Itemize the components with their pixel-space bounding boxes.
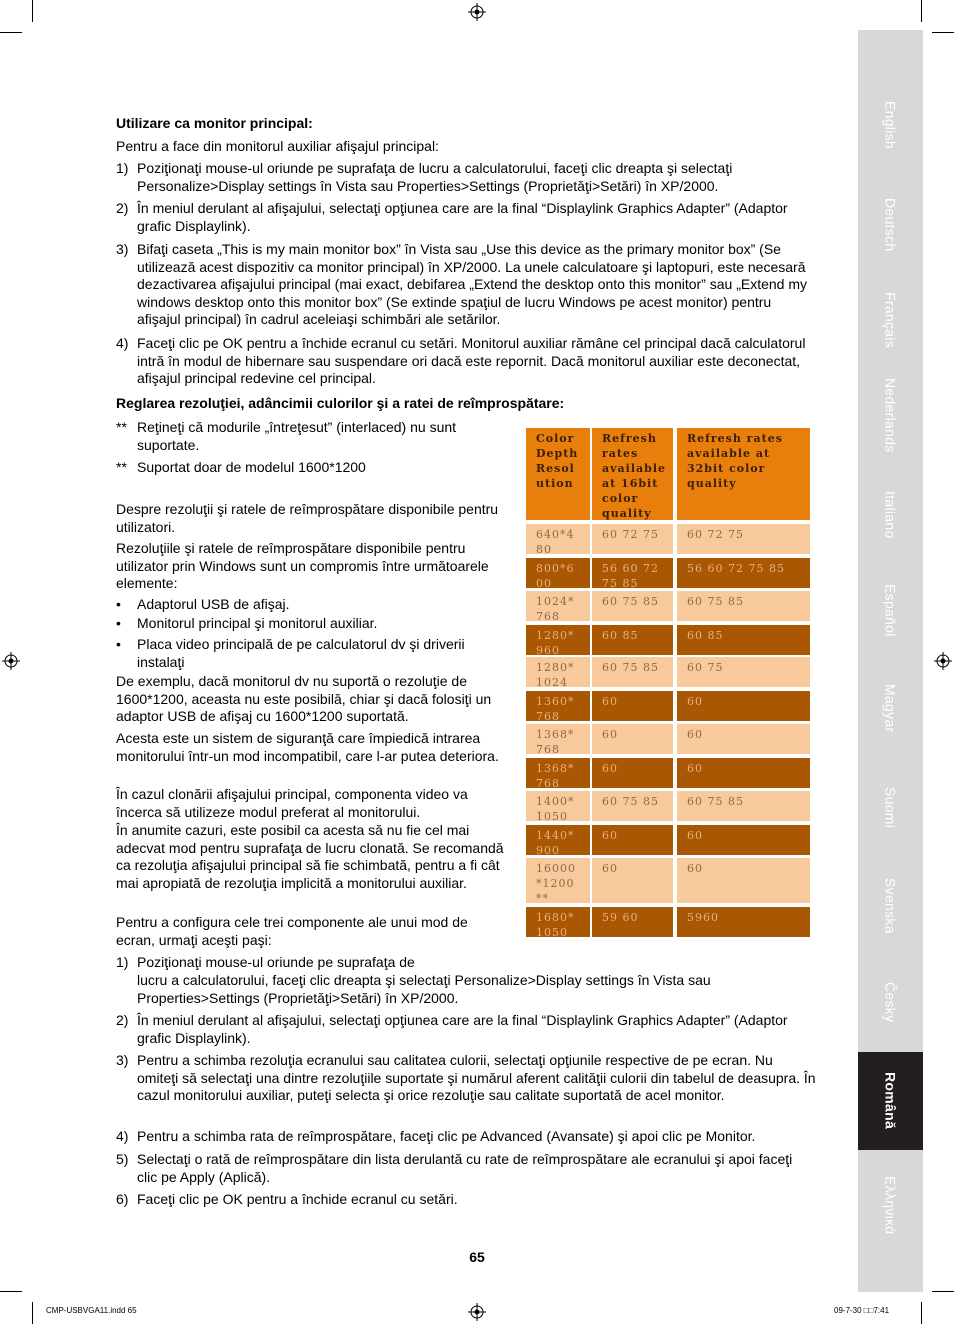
paragraph: De exemplu, dacă monitorul dv nu suportă o rezoluţie de 1600*1200, aceasta nu este posibilă, chiar şi dacă folosiţi un adaptor USB de afişaj cu 1600*1200 suportată.: [116, 673, 492, 724]
list-number: 4): [116, 335, 129, 351]
crop-mark: [932, 32, 954, 33]
sidebar-item-label: Česky: [882, 982, 899, 1023]
sidebar-item-label: Română: [882, 1072, 899, 1130]
list-item: [116, 160, 816, 195]
sidebar-item-romana[interactable]: [858, 1052, 923, 1150]
sidebar-item-label: Suomi: [882, 787, 899, 829]
footer-timestamp: 09-7-30 □□7:41: [834, 1306, 890, 1315]
table-cell: 60 75 85: [592, 791, 673, 821]
list-item: [116, 954, 816, 972]
crop-mark: [32, 0, 33, 22]
list-item: [116, 1012, 816, 1047]
sidebar-item-label: Français: [882, 291, 899, 349]
table-cell: 1440* 900: [526, 825, 590, 855]
list-number: 3): [116, 241, 129, 257]
section-heading: Reglarea rezoluţiei, adâncimii culorilor şi a ratei de reîmprospătare:: [116, 395, 565, 411]
list-text: Selectaţi o rată de reîmprospătare din lista derulantă cu rate de reîmprospătare ale ecranului şi apoi faceţi clic pe Apply (Aplică).: [137, 1151, 793, 1185]
bullet-item: • Placa video principală de pe calculatorul dv şi driverii instalaţi: [116, 636, 511, 671]
table-cell: 800*6 00: [526, 558, 590, 588]
table-cell: 1368* 768: [526, 758, 590, 788]
sidebar-item-english[interactable]: [858, 75, 923, 175]
sidebar-item-label: Español: [882, 583, 899, 637]
sidebar-item-cesky[interactable]: [858, 950, 923, 1055]
table-cell: 16000 *1200 **: [526, 858, 590, 903]
sidebar-item-francais[interactable]: [858, 270, 923, 370]
table-cell: 640*4 80: [526, 524, 590, 554]
crop-mark: [921, 1302, 922, 1324]
list-number: 2): [116, 200, 129, 216]
sidebar-item-label: Deutsch: [882, 198, 899, 252]
table-cell: 1360* 768: [526, 691, 590, 721]
table-cell: 59 60: [592, 907, 673, 937]
paragraph: În anumite cazuri, este posibil ca acesta să nu fie cel mai adecvat mod pentru suprafaţa de lucru clonată. Se recomandă ca rezoluţia afişajului principal să fie schimbată, pentru a fi cât mai apropiată de rezoluţia implicită a monitorului auxiliar.: [116, 822, 504, 891]
list-text: Poziţionaţi mouse-ul oriunde pe suprafaţa de lucru a calculatorului, faceţi clic dreapta şi selectaţi Personalize>Display settings în Vista sau Properties>Settings (Proprietăţi>Setări) în XP/2000.: [137, 160, 733, 194]
table-cell: 60: [592, 758, 673, 788]
table-cell: 60 85: [677, 625, 810, 655]
crop-mark: [921, 0, 922, 22]
table-header-cell: Color Depth Resol ution: [526, 428, 590, 520]
section-heading: Utilizare ca monitor principal:: [116, 115, 313, 131]
note-item: [116, 459, 496, 477]
sidebar-item-italiano[interactable]: [858, 465, 923, 565]
list-text: În meniul derulant al afişajului, selectaţi opţiunea care are la final “Displaylink Graphics Adapter” (Adaptor grafic Displaylink).: [137, 1012, 788, 1046]
list-text: Poziţionaţi mouse-ul oriunde pe suprafaţa de: [137, 954, 415, 970]
list-item: [116, 1191, 816, 1209]
table-cell: 1024* 768: [526, 591, 590, 621]
registration-mark-icon: [2, 652, 20, 670]
table-cell: 60: [677, 758, 810, 788]
table-cell: 1400* 1050: [526, 791, 590, 821]
list-text: Pentru a schimba rata de reîmprospătare, faceţi clic pe Advanced (Avansate) şi apoi clic pe Monitor.: [137, 1128, 756, 1144]
table-cell: 60: [592, 724, 673, 754]
language-sidebar: [858, 30, 923, 1292]
list-item: [116, 1128, 816, 1146]
sidebar-item-deutsch[interactable]: [858, 175, 923, 275]
list-text: lucru a calculatorului, faceţi clic dreapta şi selectaţi Personalize>Display settings în Vista sau Properties>Settings (Proprietăţi>Setări) în XP/2000.: [137, 972, 711, 1006]
table-cell: 1280* 1024: [526, 657, 590, 687]
crop-mark: [932, 1291, 954, 1292]
note-mark: **: [116, 419, 127, 435]
bullet-text: Adaptorul USB de afişaj.: [137, 596, 290, 612]
table-cell: 60: [677, 858, 810, 903]
table-cell: 60: [677, 691, 810, 721]
table-cell: 1680* 1050: [526, 907, 590, 937]
list-item: [116, 1052, 816, 1105]
paragraph: În cazul clonării afişajului principal, componenta video va încerca să utilizeze modul preferat al monitorului.: [116, 786, 468, 820]
table-cell: 60 85: [592, 625, 673, 655]
bullet-item: • Monitorul principal şi monitorul auxiliar.: [116, 615, 516, 633]
note-text: Reţineţi că modurile „întreţesut” (interlaced) nu sunt suportate.: [137, 419, 457, 453]
crop-mark: [0, 32, 22, 33]
sidebar-item-label: Italiano: [882, 491, 899, 539]
sidebar-item-espanol[interactable]: [858, 560, 923, 660]
list-text: Pentru a schimba rezoluţia ecranului sau calitatea culorii, selectaţi opţiunile respective de pe ecran. Nu omiteţi să selectaţi una dintre rezoluţiile suportate şi numărul aferent calităţii culorii din tabelul de deasupra. În cazul monitorului auxiliar, puteţi selecta şi orice rezoluţie sau calitate suportată de acel monitor.: [137, 1052, 816, 1103]
sidebar-item-label: English: [882, 100, 899, 150]
list-item: [116, 335, 816, 388]
paragraph: Rezoluţiile şi ratele de reîmprospătare disponibile pentru utilizator prin Windows sunt un compromis între următoarele elemente:: [116, 540, 489, 591]
sidebar-item-greek[interactable]: [858, 1150, 923, 1260]
note-item: [116, 419, 496, 454]
list-text: În meniul derulant al afişajului, selectaţi opţiunea care are la final “Displaylink Graphics Adapter” (Adaptor grafic Displaylink).: [137, 200, 788, 234]
list-text: Faceţi clic pe OK pentru a închide ecranul cu setări.: [137, 1191, 458, 1207]
list-number: 1): [116, 160, 129, 176]
note-mark: **: [116, 459, 127, 475]
footer-file-info: CMP-USBVGA11.indd 65: [46, 1306, 137, 1315]
table-cell: 1280* 960: [526, 625, 590, 655]
list-number: 6): [116, 1191, 129, 1207]
sidebar-item-label: Ελληνικά: [882, 1175, 899, 1235]
list-number: 4): [116, 1128, 129, 1144]
table-cell: 60 75 85: [677, 591, 810, 621]
crop-mark: [0, 1291, 22, 1292]
sidebar-item-magyar[interactable]: [858, 658, 923, 758]
registration-mark-icon: [468, 3, 486, 21]
bullet-item: • Adaptorul USB de afişaj.: [116, 596, 516, 614]
table-cell: 60: [592, 858, 673, 903]
list-item: [116, 1151, 816, 1186]
registration-mark-icon: [934, 652, 952, 670]
list-item: [116, 241, 816, 329]
table-cell: 60: [677, 825, 810, 855]
sidebar-item-svenska[interactable]: [858, 853, 923, 958]
paragraph: Pentru a configura cele trei componente ale unui mod de ecran, urmaţi aceşti paşi:: [116, 914, 468, 948]
list-item: [116, 972, 816, 1007]
table-cell: 5960: [677, 907, 810, 937]
table-cell: 60: [677, 724, 810, 754]
paragraph: Acesta este un sistem de siguranţă care împiedică intrarea monitorului într-un mod incompatibil, care l-ar putea deteriora.: [116, 730, 499, 764]
table-cell: 1368* 768: [526, 724, 590, 754]
table-cell: 60 75 85: [592, 591, 673, 621]
page-number: 65: [469, 1249, 485, 1265]
table-cell: 60 75: [677, 657, 810, 687]
bullet-text: Monitorul principal şi monitorul auxiliar.: [137, 615, 378, 631]
table-cell: 60: [592, 825, 673, 855]
sidebar-item-label: Svenska: [882, 877, 899, 934]
list-number: 2): [116, 1012, 129, 1028]
sidebar-item-suomi[interactable]: [858, 758, 923, 858]
intro-paragraph: Pentru a face din monitorul auxiliar afişajul principal:: [116, 138, 439, 154]
table-cell: 60 72 75: [592, 524, 673, 554]
table-header-cell: Refresh rates available at 32bit color quality: [677, 428, 810, 520]
sidebar-item-nederlands[interactable]: [858, 360, 923, 470]
sidebar-item-label: Nederlands: [882, 377, 899, 453]
list-text: Faceţi clic pe OK pentru a închide ecranul cu setări. Monitorul auxiliar rămâne cel principal dacă calculatorul intră în modul de hibernare sau suspendare ori dacă este repornit. Dacă monitorul auxiliar este deconectat, afişajul principal redevine cel principal.: [137, 335, 806, 386]
bullet-text: Placa video principală de pe calculatorul dv şi driverii instalaţi: [137, 636, 465, 670]
crop-mark: [32, 1302, 33, 1324]
note-text: Suportat doar de modelul 1600*1200: [137, 459, 366, 475]
registration-mark-icon: [468, 1303, 486, 1321]
sidebar-item-label: Magyar: [882, 683, 899, 733]
table-cell: 56 60 72 75 85: [592, 558, 673, 588]
table-cell: 56 60 72 75 85: [677, 558, 810, 588]
list-number: 1): [116, 954, 129, 970]
list-text: Bifaţi caseta „This is my main monitor box” în Vista sau „Use this device as the primary monitor box” (Se utilizează acest dispozitiv ca monitor principal) în XP/2000. La unele calculatoare şi laptopuri, este necesară dezactivarea afişajului principal (mai exact, debifarea „Extend the desktop onto this monitor” sau „Extend my windows desktop onto this monitor box” (Se extinde spaţiul de lucru Windows pe acest monitor) pentru afişajul principal) în cadrul aceleiaşi schimbări ale setărilor.: [137, 241, 808, 327]
table-header-cell: Refresh rates available at 16bit color quality: [592, 428, 673, 520]
list-item: [116, 200, 816, 235]
table-cell: 60 75 85: [592, 657, 673, 687]
table-cell: 60: [592, 691, 673, 721]
table-cell: 60 72 75: [677, 524, 810, 554]
list-number: 3): [116, 1052, 129, 1068]
paragraph: Despre rezoluţii şi ratele de reîmprospătare disponibile pentru utilizatori.: [116, 501, 499, 535]
list-number: 5): [116, 1151, 129, 1167]
table-cell: 60 75 85: [677, 791, 810, 821]
